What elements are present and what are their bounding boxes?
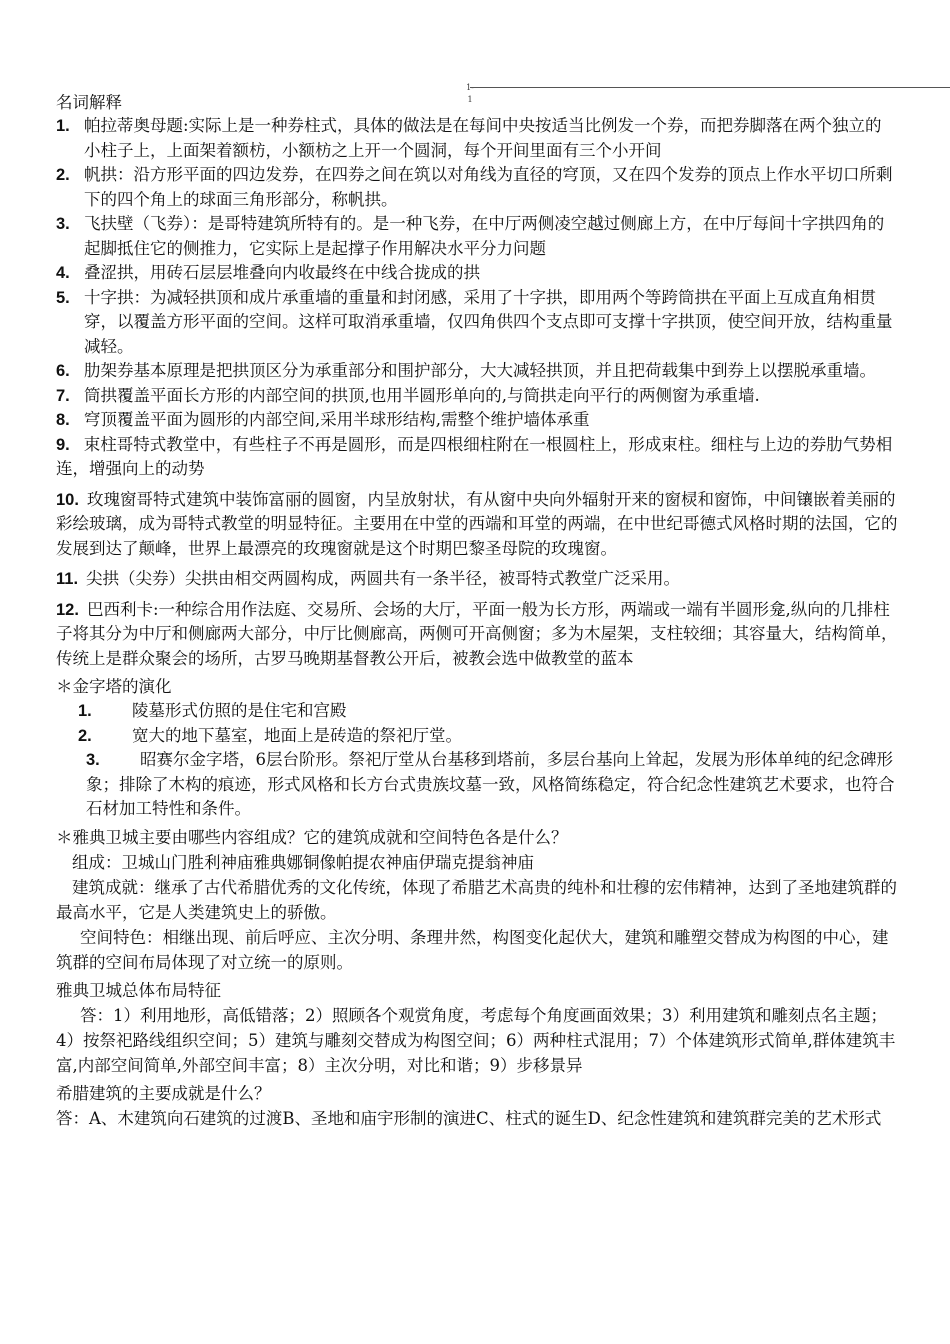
- section-heading: 名词解释: [56, 93, 122, 112]
- definitions-list: [56, 114, 898, 671]
- pyramid-item: [78, 748, 898, 822]
- definition-text: 肋架券基本原理是把拱顶区分为承重部分和围护部分，大大减轻拱顶，并且把荷载集中到券上以摆脱承重墙。: [84, 361, 876, 380]
- definition-text: 巴西利卡:一种综合用作法庭、交易所、会场的大厅，平面一般为长方形，两端或一端有半圆形龛,纵向的几排柱子将其分为中厅和侧廊两大部分，中厅比侧廊高，两侧可开高侧窗；多为木屋架，支柱较细；其容量大，结构简单，传统上是群众聚会的场所，古罗马晚期基督教公开后，被教会选中做教堂的蓝本: [56, 599, 898, 668]
- pyramid-item: [78, 699, 898, 724]
- definition-item: [56, 433, 898, 482]
- definition-text: 帕拉蒂奥母题:实际上是一种券柱式，具体的做法是在每间中央按适当比例发一个券，而把券脚落在两个独立的小柱子上，上面架着额枋，小额枋之上开一个圆洞，每个开间里面有三个小开间: [84, 116, 882, 160]
- definition-item: [56, 114, 898, 163]
- layout-question-answer: 答：1）利用地形，高低错落；2）照顾各个观赏角度，考虑每个角度画面效果；3）利用建筑和雕刻点名主题；4）按祭祀路线组织空间；5）建筑与雕刻交替成为构图空间；6）两种柱式混用；7）个体建筑形式简单,群体建筑丰富,内部空间简单,外部空间丰富；8）主次分明，对比和谐；9）步移景异: [56, 1005, 896, 1075]
- pyramid-item: [78, 724, 898, 749]
- pyramid-text: 陵墓形式仿照的是住宅和宫殿: [132, 701, 347, 720]
- definition-text: 十字拱：为减轻拱顶和成片承重墙的重量和封闭感，采用了十字拱，即用两个等跨筒拱在平面上互成直角相贯穿，以覆盖方形平面的空间。这样可取消承重墙，仅四角供四个支点即可支撑十字拱顶，使空间开放，结构重量减轻。: [84, 287, 893, 356]
- page-number: 1- 1: [466, 83, 474, 104]
- definition-item: [56, 384, 898, 409]
- definition-text: 尖拱（尖券）尖拱由相交两圆构成，两圆共有一条半径，被哥特式教堂广泛采用。: [86, 569, 681, 588]
- definition-text: 穹顶覆盖平面为圆形的内部空间,采用半球形结构,需整个维护墙体承重: [84, 410, 590, 429]
- definition-item: [56, 488, 898, 562]
- header-rule: [470, 87, 950, 88]
- pyramid-text: 宽大的地下墓室，地面上是砖造的祭祀厅堂。: [132, 725, 462, 745]
- layout-question-title: 雅典卫城总体布局特征: [56, 980, 221, 1000]
- definition-text: 玫瑰窗哥特式建筑中装饰富丽的圆窗，内呈放射状，有从窗中央向外辐射开来的窗棂和窗饰，中间镶嵌着美丽的彩绘玻璃，成为哥特式教堂的明显特征。主要用在中堂的西端和耳堂的两端，在中世纪哥德式风格时期的法国，它的发展到达了颠峰，世界上最漂亮的玫瑰窗就是这个时期巴黎圣母院的玫瑰窗。: [56, 489, 898, 558]
- definition-item: [56, 286, 898, 360]
- item-number: 11.: [56, 570, 79, 588]
- item-number: 1.: [78, 702, 92, 720]
- definition-item: [56, 598, 898, 672]
- definition-item: [56, 212, 898, 261]
- pyramid-text: 昭赛尔金字塔，6层台阶形。祭祀厅堂从台基移到塔前，多层台基向上耸起，发展为形体单纯的纪念碑形象；排除了木构的痕迹，形式风格和长方台式贵族坟墓一致，风格简练稳定，符合纪念性建筑艺术要求，也符合石材加工特性和条件。: [86, 750, 895, 818]
- item-number: 7.: [56, 386, 70, 405]
- definition-text: 束柱哥特式教堂中，有些柱子不再是圆形，而是四根细柱附在一根圆柱上，形成束柱。细柱与上边的券肋气势相连，增强向上的动势: [56, 434, 893, 478]
- athens-composition: 组成：卫城山门胜利神庙雅典娜铜像帕提农神庙伊瑞克提翁神庙: [72, 852, 534, 872]
- item-number: 3.: [56, 215, 70, 233]
- definition-item: [56, 359, 898, 384]
- item-number: 1.: [56, 117, 70, 135]
- athens-achievement: 建筑成就：继承了古代希腊优秀的文化传统，体现了希腊艺术高贵的纯朴和壮穆的宏伟精神，达到了圣地建筑群的最高水平，它是人类建筑史上的骄傲。: [56, 877, 897, 922]
- item-number: 8.: [56, 411, 70, 429]
- item-number: 2.: [56, 166, 70, 184]
- item-number: 2.: [78, 726, 92, 745]
- definition-text: 叠涩拱，用砖石层层堆叠向内收最终在中线合拢成的拱: [84, 263, 480, 282]
- greek-question-answer: 答：A、木建筑向石建筑的过渡B、圣地和庙宇形制的演进C、柱式的诞生D、纪念性建筑和建筑群完美的艺术形式: [56, 1108, 882, 1128]
- definition-text: 飞扶壁（飞券）：是哥特建筑所特有的。是一种飞券，在中厅两侧凌空越过侧廊上方，在中厅每间十字拱四角的起脚抵住它的侧推力，它实际上是起撑子作用解决水平分力问题: [84, 214, 885, 258]
- pyramid-title: ＊金字塔的演化: [56, 677, 172, 696]
- definition-item: [56, 261, 898, 286]
- item-number: 9.: [56, 435, 70, 454]
- item-number: 3.: [86, 751, 100, 769]
- item-number: 6.: [56, 362, 70, 380]
- definition-item: [56, 567, 898, 592]
- definition-text: 筒拱覆盖平面长方形的内部空间的拱顶,也用半圆形单向的,与筒拱走向平行的两侧窗为承重墙.: [84, 385, 760, 405]
- item-number: 4.: [56, 264, 70, 282]
- definition-item: [56, 163, 898, 212]
- greek-question-title: 希腊建筑的主要成就是什么？: [56, 1083, 271, 1103]
- athens-space: 空间特色：相继出现、前后呼应、主次分明、条理井然，构图变化起伏大，建筑和雕塑交替成为构图的中心，建筑群的空间布局体现了对立统一的原则。: [56, 927, 889, 972]
- document-body: [56, 92, 898, 1131]
- item-number: 12.: [56, 600, 79, 619]
- athens-question: ＊雅典卫城主要由哪些内容组成？它的建筑成就和空间特色各是什么？: [56, 827, 568, 847]
- item-number: 5.: [56, 288, 70, 307]
- pyramid-list: [56, 699, 898, 822]
- definition-text: 帆拱：沿方形平面的四边发券，在四券之间在筑以对角线为直径的穹顶，又在四个发券的顶点上作水平切口所剩下的四个角上的球面三角形部分，称帆拱。: [84, 165, 893, 209]
- definition-item: [56, 408, 898, 433]
- item-number: 10.: [56, 490, 79, 509]
